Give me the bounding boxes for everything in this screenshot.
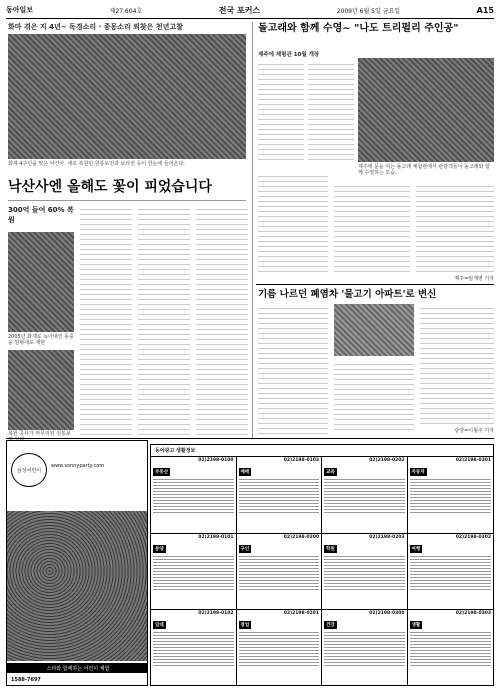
right-headline-2: 기름 나르던 폐염차 '물고기 아파트'로 변신 [258,289,437,300]
car-reef-photo [334,304,414,356]
right-body-1b [308,60,354,160]
classified-text-lines [410,632,492,666]
classified-block[interactable] [237,610,322,686]
ad-section-rule [6,438,494,439]
classified-title: 교육 [326,470,335,475]
left-subhead: 300억 들여 60% 복원 [8,206,74,224]
classified-title: 매매 [240,470,250,475]
right-body-2c [420,304,494,426]
classified-text-lines [324,479,405,513]
right-byline-2: 광양=이형주 기자 [454,428,494,434]
classified-title: 분양 [155,546,164,552]
classified-block[interactable] [408,610,494,686]
bell-caption: 복원 공사가 마무리된 원통보 [8,431,71,437]
classifieds-column [322,457,408,686]
header-rule [6,18,494,19]
classifieds-header [151,445,493,457]
classified-title: 부동산 [155,470,169,475]
left-body-col-1 [80,205,132,437]
issue-number: 제27,604호 [109,7,143,15]
ad-photo [7,511,148,661]
pagoda-photo [8,232,74,332]
classified-text-lines [239,632,320,666]
classified-phone: 02)2198-0203 [369,534,405,540]
right-byline-1: 제주=임재영 기자 [454,276,494,282]
classified-title: 자동차 [411,470,425,475]
dolphin-photo [358,58,494,162]
ad-logo: 삼성어린이 [11,453,47,487]
classifieds-column [408,457,494,686]
classified-title: 생활 [411,623,421,629]
classified-title: 학원 [326,546,335,552]
masthead: 동아일보 [6,6,34,14]
right-body-2a [258,304,328,434]
classified-block[interactable] [322,457,407,534]
classified-title: 여행 [411,546,421,552]
classified-block[interactable] [408,534,494,611]
classified-phone: 02)2198-0101 [198,534,234,540]
classified-block[interactable] [151,457,236,534]
classified-phone: 02)2198-0202 [369,458,405,463]
classified-block[interactable] [151,534,236,611]
classified-block[interactable] [237,534,322,611]
classifieds-grid [151,457,493,686]
right-body-1d [334,182,410,276]
classified-phone: 02)2198-0200 [283,534,319,540]
classifieds-column [151,457,237,686]
left-headline: 낙산사엔 올해도 꽃이 피었습니다 [8,179,212,195]
classified-text-lines [153,479,234,513]
classified-title: 구인 [240,546,250,552]
classified-title: 창업 [240,623,250,629]
ad-url[interactable]: www.sonnyparty.com [51,463,105,469]
right-subhead-1: 제주에 체험관 10월 개장 [258,52,320,58]
classified-phone: 02)2198-0201 [283,611,319,617]
classified-text-lines [153,556,234,590]
classified-phone: 02)2198-0100 [198,458,234,463]
right-body-2b [334,360,414,434]
classified-block[interactable] [322,610,407,686]
classifieds-section [150,444,494,686]
page-number: A15 [476,5,494,15]
classified-text-lines [410,479,492,513]
pagoda-caption: 2005년 화재로 녹아내린 동종을 원형대로 재현 [8,334,74,347]
classified-phone: 02)2198-0300 [369,611,405,617]
right-body-1c [258,172,328,276]
bell-photo [8,350,74,430]
classified-text-lines [324,632,405,666]
section-title: 전국 포커스 [218,5,261,15]
classified-phone: 02)2198-0301 [455,458,491,463]
column-divider [252,22,253,438]
dolphin-caption: 제주에 문을 여는 돌고래 체험관에서 관광객들이 돌고래와 함께 수영하는 모습. [358,164,490,177]
classifieds-label: 동아광고 생활정보 [155,448,196,454]
classified-block[interactable] [408,457,494,534]
issue-date: 2009년 6월 5일 금요일 [336,7,401,15]
classified-title: 임대 [155,623,164,629]
right-article-separator [256,284,494,285]
ad-band: 스타와 함께하는 어린이 체험 [7,663,148,673]
classified-text-lines [153,632,234,666]
classified-phone: 02)2198-0303 [455,611,491,617]
ad-phone: 1588-7697 [11,677,41,683]
classified-phone: 02)2198-0102 [198,611,234,617]
left-body-col-3 [196,205,248,437]
classified-text-lines [239,479,320,513]
classified-text-lines [410,556,492,590]
classified-phone: 02)2198-0302 [455,534,491,540]
classified-text-lines [324,556,405,590]
left-kicker: 화마 겪은 지 4년~ 독경소리 · 종몽소리 뢰찾은 천년고찰 [8,23,183,31]
temple-photo-caption: 화재 4주년을 맞은 낙산사. 새로 복원된 원통보전과 보타전 등이 한눈에 들어온다. [8,161,185,167]
classified-title: 건강 [326,623,335,629]
left-advertisement[interactable] [6,440,148,686]
classifieds-column [237,457,323,686]
classified-block[interactable] [237,457,322,534]
classified-block[interactable] [322,534,407,611]
classified-block[interactable] [151,610,236,686]
classified-text-lines [239,556,320,590]
right-body-1e [416,182,494,276]
left-body-col-2 [138,205,190,437]
right-headline-1: 돌고래와 함께 수영~ "나도 트리펄리 주인공" [258,23,459,34]
temple-photo [8,34,246,159]
page-header [6,4,494,16]
left-headline-rule [8,200,246,201]
right-body-1a [258,60,304,160]
classified-phone: 02)2198-0103 [283,458,319,463]
